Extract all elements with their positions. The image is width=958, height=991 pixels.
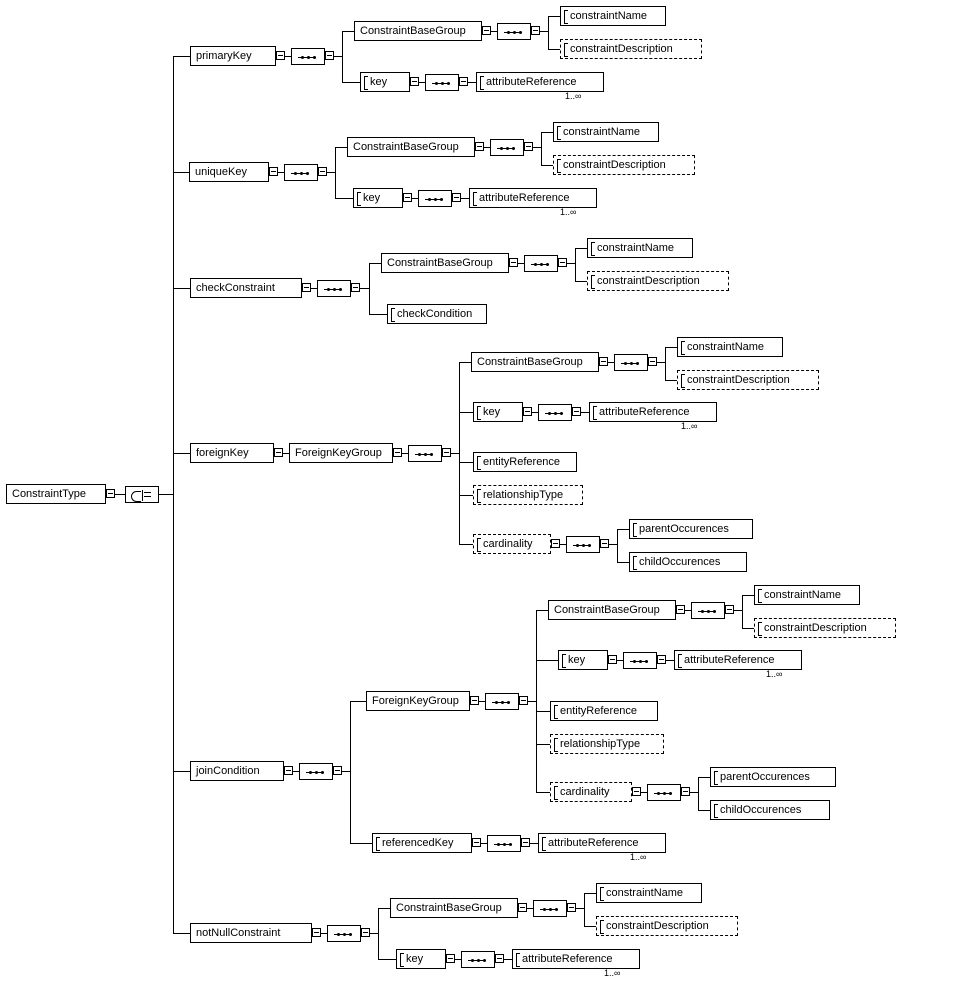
node-key[interactable]: key (473, 402, 523, 422)
connector (369, 263, 370, 314)
expand-handle[interactable] (393, 448, 402, 457)
node-key[interactable]: key (360, 72, 410, 92)
connector (530, 843, 538, 844)
connector (173, 56, 174, 933)
node-relationship-type[interactable]: relationshipType (473, 485, 583, 505)
expand-handle[interactable] (567, 903, 576, 912)
connector (536, 792, 550, 793)
expand-handle[interactable] (676, 605, 685, 614)
connector (468, 82, 476, 83)
connector (584, 893, 585, 926)
connector (173, 933, 190, 934)
sequence-compositor (524, 255, 558, 272)
connector (567, 263, 575, 264)
expand-handle-primary-key[interactable] (276, 51, 285, 60)
connector (581, 412, 589, 413)
connector (536, 610, 548, 611)
connector (617, 529, 618, 562)
sequence-compositor (317, 280, 351, 297)
sequence-compositor (299, 763, 333, 780)
node-constraint-name[interactable]: constraintName (596, 883, 702, 903)
node-relationship-type[interactable]: relationshipType (550, 734, 664, 754)
node-constraint-name[interactable]: constraintName (677, 337, 783, 357)
node-key[interactable]: key (396, 949, 446, 969)
node-attribute-reference[interactable]: attributeReference (512, 949, 640, 969)
expand-handle-unique-key[interactable] (269, 167, 278, 176)
sequence-compositor (485, 693, 519, 710)
sequence-compositor (623, 652, 657, 669)
connector (360, 288, 369, 289)
connector (541, 132, 542, 165)
node-constraint-base-group[interactable]: ConstraintBaseGroup (548, 600, 676, 620)
expand-handle[interactable] (572, 407, 581, 416)
sequence-compositor (490, 139, 524, 156)
node-constraint-description[interactable]: constraintDescription (596, 916, 738, 936)
sequence-compositor (647, 784, 681, 801)
expand-handle[interactable] (410, 77, 419, 86)
connector (548, 16, 560, 17)
sequence-compositor (327, 925, 361, 942)
connector (576, 908, 584, 909)
node-child-occurences[interactable]: childOccurences (710, 800, 830, 820)
connector (369, 314, 387, 315)
sequence-compositor (284, 164, 318, 181)
sequence-compositor (614, 354, 648, 371)
connector (173, 172, 189, 173)
connector (742, 628, 754, 629)
connector (665, 380, 677, 381)
cardinality-label: 1..∞ (630, 852, 647, 862)
connector (335, 147, 347, 148)
sequence-compositor (418, 190, 452, 207)
connector (378, 959, 396, 960)
node-check-condition[interactable]: checkCondition (387, 304, 487, 324)
connector (335, 147, 336, 198)
connector (334, 56, 342, 57)
expand-handle[interactable] (403, 193, 412, 202)
node-not-null-constraint[interactable]: notNullConstraint (190, 923, 312, 943)
node-unique-key[interactable]: uniqueKey (189, 162, 269, 182)
node-constraint-base-group[interactable]: ConstraintBaseGroup (381, 253, 509, 273)
connector (698, 777, 710, 778)
connector (461, 198, 469, 199)
sequence-compositor (408, 445, 442, 462)
expand-handle[interactable] (470, 696, 479, 705)
node-constraint-description[interactable]: constraintDescription (677, 370, 819, 390)
cardinality-label: 1..∞ (681, 421, 698, 431)
connector (504, 959, 512, 960)
expand-handle[interactable] (599, 357, 608, 366)
sequence-compositor (461, 951, 495, 968)
node-primary-key[interactable]: primaryKey (190, 46, 276, 66)
connector (540, 31, 548, 32)
node-constraint-description[interactable]: constraintDescription (754, 618, 896, 638)
node-cardinality[interactable]: cardinality (550, 782, 632, 802)
connector (536, 744, 550, 745)
connector (665, 347, 677, 348)
node-constraint-description[interactable]: constraintDescription (553, 155, 695, 175)
connector (528, 701, 536, 702)
connector (335, 198, 353, 199)
connector (575, 281, 587, 282)
expand-handle[interactable] (482, 26, 491, 35)
node-constraint-name[interactable]: constraintName (560, 6, 666, 26)
expand-handle[interactable] (648, 357, 657, 366)
node-entity-reference[interactable]: entityReference (550, 701, 658, 721)
connector (536, 711, 550, 712)
node-constraint-base-group[interactable]: ConstraintBaseGroup (390, 898, 518, 918)
expand-handle[interactable] (608, 655, 617, 664)
expand-handle[interactable] (600, 539, 609, 548)
connector (350, 701, 366, 702)
node-parent-occurences[interactable]: parentOccurences (710, 767, 836, 787)
connector (742, 595, 743, 628)
connector (173, 771, 190, 772)
node-constraint-name[interactable]: constraintName (587, 238, 693, 258)
connector (159, 494, 173, 495)
node-constraint-name[interactable]: constraintName (754, 585, 860, 605)
expand-handle[interactable] (452, 193, 461, 202)
connector (548, 16, 549, 49)
connector (617, 529, 629, 530)
connector (665, 347, 666, 380)
expand-handle-not-null-constraint[interactable] (312, 928, 321, 937)
cardinality-label: 1..∞ (766, 669, 783, 679)
connector (541, 165, 553, 166)
connector (584, 926, 596, 927)
connector (575, 248, 587, 249)
node-attribute-reference[interactable]: attributeReference (538, 833, 666, 853)
connector (173, 56, 190, 57)
sequence-compositor (566, 536, 600, 553)
sequence-compositor (538, 404, 572, 421)
choice-compositor-root (125, 486, 159, 503)
connector (173, 288, 190, 289)
connector (378, 908, 390, 909)
expand-handle[interactable] (442, 448, 451, 457)
connector (459, 462, 473, 463)
node-foreign-key[interactable]: foreignKey (190, 443, 274, 463)
expand-handle-foreign-key[interactable] (274, 448, 283, 457)
sequence-compositor (291, 48, 325, 65)
expand-handle[interactable] (459, 77, 468, 86)
node-entity-reference[interactable]: entityReference (473, 452, 577, 472)
connector (657, 362, 665, 363)
expand-handle-join-condition[interactable] (284, 766, 293, 775)
expand-handle[interactable] (518, 903, 527, 912)
cardinality-label: 1..∞ (604, 968, 621, 978)
connector (536, 660, 558, 661)
expand-handle[interactable] (495, 954, 504, 963)
connector (575, 248, 576, 281)
connector (698, 777, 699, 810)
connector (327, 172, 335, 173)
node-constraint-base-group[interactable]: ConstraintBaseGroup (471, 352, 599, 372)
node-constraint-description[interactable]: constraintDescription (560, 39, 702, 59)
expand-handle[interactable] (475, 142, 484, 151)
node-child-occurences[interactable]: childOccurences (629, 552, 747, 572)
node-constraint-base-group[interactable]: ConstraintBaseGroup (347, 137, 475, 157)
connector (690, 792, 698, 793)
expand-handle[interactable] (519, 696, 528, 705)
connector (115, 494, 125, 495)
connector (617, 562, 629, 563)
expand-handle[interactable] (657, 655, 666, 664)
node-constraint-name[interactable]: constraintName (553, 122, 659, 142)
connector (533, 147, 541, 148)
expand-handle[interactable] (725, 605, 734, 614)
sequence-compositor (487, 835, 521, 852)
node-foreign-key-group[interactable]: ForeignKeyGroup (289, 443, 393, 463)
connector (459, 412, 473, 413)
node-attribute-reference[interactable]: attributeReference (674, 650, 802, 670)
connector (342, 82, 360, 83)
expand-handle[interactable] (681, 787, 690, 796)
connector (173, 453, 190, 454)
connector (459, 495, 473, 496)
connector (342, 31, 343, 82)
expand-handle[interactable] (509, 258, 518, 267)
cardinality-label: 1..∞ (560, 207, 577, 217)
expand-handle[interactable] (558, 258, 567, 267)
cardinality-label: 1..∞ (565, 91, 582, 101)
connector (350, 701, 351, 843)
connector (536, 610, 537, 792)
connector (369, 263, 381, 264)
connector (541, 132, 553, 133)
expand-handle[interactable] (523, 407, 532, 416)
expand-handle[interactable] (318, 167, 327, 176)
node-constraint-base-group[interactable]: ConstraintBaseGroup (354, 21, 482, 41)
connector (734, 610, 742, 611)
connector (378, 908, 379, 959)
connector (666, 660, 674, 661)
connector (370, 933, 378, 934)
node-parent-occurences[interactable]: parentOccurences (629, 519, 753, 539)
expand-handle[interactable] (521, 838, 530, 847)
node-join-condition[interactable]: joinCondition (190, 761, 284, 781)
connector (342, 31, 354, 32)
connector (584, 893, 596, 894)
node-constraint-type[interactable]: ConstraintType (6, 484, 106, 504)
expand-handle[interactable] (446, 954, 455, 963)
expand-handle[interactable] (325, 51, 334, 60)
connector (350, 843, 372, 844)
node-attribute-reference[interactable]: attributeReference (476, 72, 604, 92)
node-foreign-key-group[interactable]: ForeignKeyGroup (366, 691, 470, 711)
expand-handle[interactable] (472, 838, 481, 847)
connector (742, 595, 754, 596)
connector (459, 362, 460, 544)
node-referenced-key[interactable]: referencedKey (372, 833, 472, 853)
connector (459, 362, 471, 363)
node-key[interactable]: key (353, 188, 403, 208)
connector (548, 49, 560, 50)
expand-handle[interactable] (361, 928, 370, 937)
expand-handle[interactable] (632, 787, 641, 796)
sequence-compositor (497, 23, 531, 40)
connector (609, 544, 617, 545)
expand-handle[interactable] (531, 26, 540, 35)
expand-handle[interactable] (333, 766, 342, 775)
sequence-compositor (533, 900, 567, 917)
connector (698, 810, 710, 811)
connector (451, 453, 459, 454)
connector (459, 544, 473, 545)
node-constraint-description[interactable]: constraintDescription (587, 271, 729, 291)
expand-handle-check-constraint[interactable] (302, 283, 311, 292)
node-attribute-reference[interactable]: attributeReference (589, 402, 717, 422)
expand-handle-constraint-type[interactable] (106, 489, 115, 498)
connector (342, 771, 350, 772)
node-check-constraint[interactable]: checkConstraint (190, 278, 302, 298)
node-cardinality[interactable]: cardinality (473, 534, 551, 554)
sequence-compositor (425, 74, 459, 91)
node-key[interactable]: key (558, 650, 608, 670)
expand-handle[interactable] (524, 142, 533, 151)
expand-handle[interactable] (551, 539, 560, 548)
sequence-compositor (691, 602, 725, 619)
expand-handle[interactable] (351, 283, 360, 292)
node-attribute-reference[interactable]: attributeReference (469, 188, 597, 208)
